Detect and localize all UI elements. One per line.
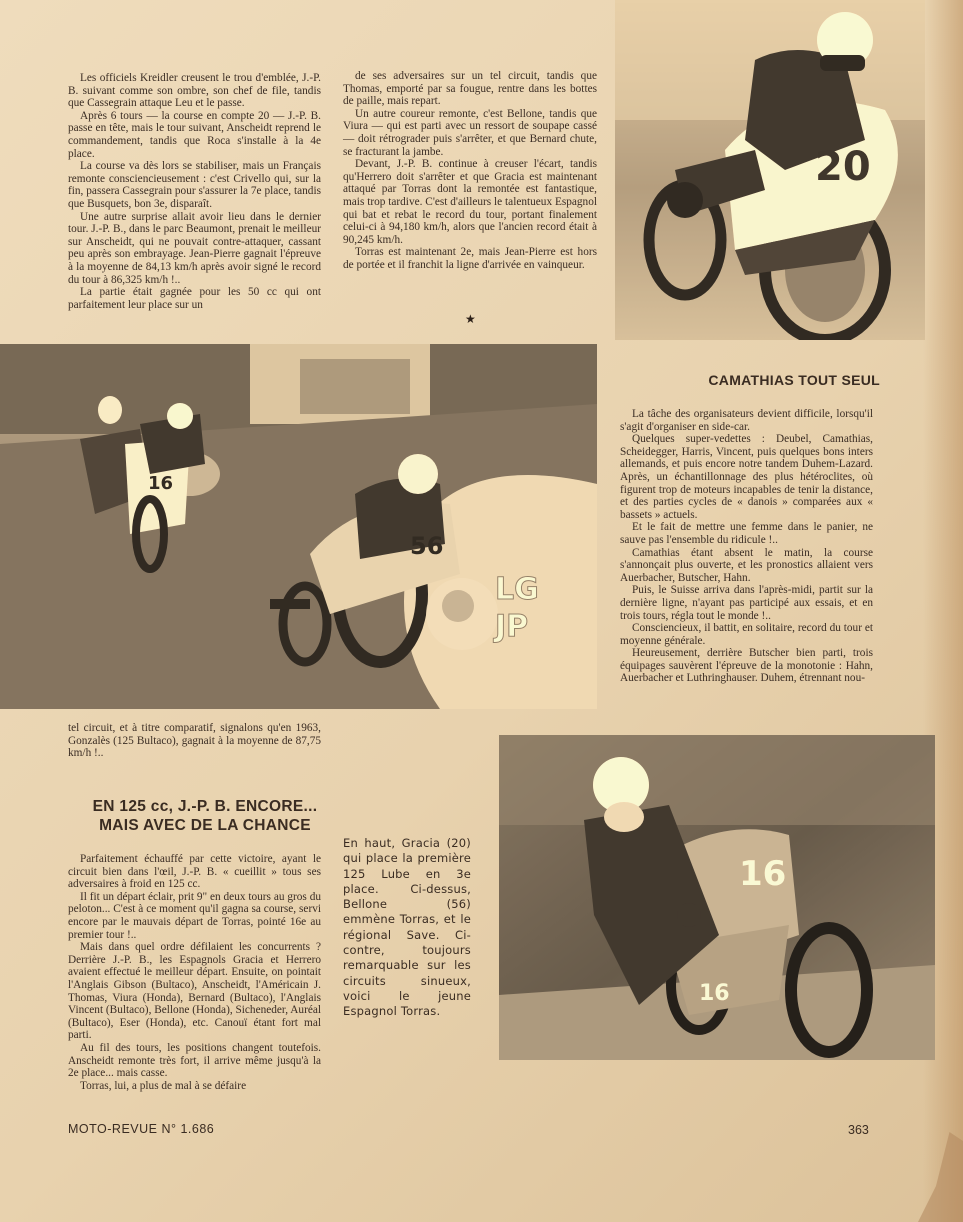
photo-caption: En haut, Gracia (20) qui place la première 125 Lube en 3e place. Ci-dessus, Bellone (56) emmène Torras, et le régional Save. Ci-contre, toujours remarquable sur les circuits sinueux, voici le jeune Espagnol Torras. xyxy=(343,836,471,1019)
paragraph: Après 6 tours — la course en compte 20 — J.-P. B. passe en tête, mais le tour suivant, Anscheidt reprend le commandement, tandis que Roca s'installe à la 4e place. xyxy=(68,109,321,160)
photo-gracia-20 xyxy=(615,0,925,340)
watermark-lg: LG xyxy=(495,572,539,607)
race-number-16-side: 16 xyxy=(699,981,730,1006)
article-column-1-top xyxy=(68,72,321,311)
photo-bellone-56 xyxy=(0,344,597,709)
paragraph: Devant, J.-P. B. continue à creuser l'écart, tandis qu'Herrero doit s'arrêter et que Gracia est maintenant attaqué par Torras dont la remontée est fantastique, mais trop tardive. C'est d'ailleurs le talentueux Espagnol qui bat et rebat le record du tour, portant finalement celui-ci à 94,180 km/h, alors que l'ancien record était à 90,245 km/h. xyxy=(343,158,597,246)
paragraph: Camathias étant absent le matin, la course s'annonçait plus ouverte, et les pronostics allaient vers Auerbacher, Butscher, Hahn. xyxy=(620,546,873,584)
magazine-footer: MOTO-REVUE N° 1.686 xyxy=(68,1122,215,1136)
section-star: ★ xyxy=(465,312,476,326)
paragraph: Torras, lui, a plus de mal à se défaire xyxy=(80,1079,247,1092)
paragraph: Une autre surprise allait avoir lieu dans le dernier tour. J.-P. B., dans le parc Beaumont, prenait le meilleur sur Anscheidt, qui ne pouvait contre-attaquer, cassant peu après son embrayage. Jean-Pierre gagnait l'épreuve à la moyenne de 84,13 km/h après avoir signé le record du tour à 86,325 km/h !.. xyxy=(68,210,321,286)
paragraph: Parfaitement échauffé par cette victoire, ayant le circuit bien dans l'œil, J.-P. B. « cueillit » tous ses adversaires à froid en 125 cc. xyxy=(68,853,321,891)
paragraph: Mais dans quel ordre défilaient les concurrents ? Derrière J.-P. B., les Espagnols Gracia et Herrero avaient effectué le meilleur départ. Ensuite, on pointait l'Anglais Gibson (Bultaco), Anscheidt, l'Américain J. Thomas, Viura (Honda), Bernard (Bultaco), l'Anglais Vincent (Bultaco), Bellone (Honda), Sicheneder, Auréal (Bultaco), Eser (Honda), etc. Canouï étant fort mal parti. xyxy=(68,941,321,1042)
heading-125cc xyxy=(80,797,330,835)
paragraph: Au fil des tours, les positions changent toutefois. Anscheidt remonte très fort, il arrive même jusqu'à la 2e place... mais casse. xyxy=(68,1041,321,1080)
heading-125cc-line2: MAIS AVEC DE LA CHANCE xyxy=(99,817,311,834)
paragraph: Quelques super-vedettes : Deubel, Camathias, Scheidegger, Harris, Vincent, puis quelques bons inters allemands, et puis encore notre tandem Duhem-Lazard. Après, un échantillonnage des plus hétéroclites, où figurent trop de moteurs incapables de tenir la distance, et des parties cycles de « danois » comparées aux « bassets » actuels. xyxy=(620,433,873,521)
race-number-20: 20 xyxy=(815,144,871,190)
paragraph: Heureusement, derrière Butscher bien parti, trois équipages sauvèrent l'épreuve de la monotonie : Hahn, Auerbacher et Luthringhauser. Duhem, étrennant nou- xyxy=(620,647,873,685)
article-column-1-bottom xyxy=(68,853,321,1092)
article-column-right xyxy=(620,408,873,685)
watermark-jp: JP xyxy=(495,609,529,644)
race-number-16-back: 16 xyxy=(148,473,174,494)
article-column-2-top xyxy=(343,70,597,272)
paragraph: Les officiels Kreidler creusent le trou d'emblée, J.-P. B. suivant comme son ombre, son chef de file, tandis que Cassegrain attaque Leu et le passe. xyxy=(68,72,321,110)
paragraph: La course va dès lors se stabiliser, mais un Français remonte consciencieusement : c'est Crivello qui, sur la fin, passera Cassegrain pour s'assurer la 7e place, tandis que Busquets, bon 3e, disparaît. xyxy=(68,160,321,210)
paragraph: Torras est maintenant 2e, mais Jean-Pierre est hors de portée et il franchit la ligne d'arrivée en vainqueur. xyxy=(343,246,597,271)
paragraph: Puis, le Suisse arriva dans l'après-midi, partit sur la dernière ligne, n'ayant pas participé aux essais, et en trois tours, régla tout le monde !.. xyxy=(620,584,873,622)
race-number-16-front: 16 xyxy=(739,854,787,894)
paragraph: Et le fait de mettre une femme dans le panier, ne sauve pas l'ensemble du ridicule !.. xyxy=(620,521,873,546)
photo-torras-16 xyxy=(499,735,935,1060)
article-column-1-mid xyxy=(68,722,321,760)
paragraph: Il fit un départ éclair, prit 9" en deux tours au gros du peloton... C'est à ce moment qu'il gagna sa course, servi encore par le mauvais départ de Torras, pointé 16e au premier tour !.. xyxy=(68,890,321,941)
paragraph: La tâche des organisateurs devient difficile, lorsqu'il s'agit d'organiser en side-car. xyxy=(620,408,873,433)
race-number-56: 56 xyxy=(410,532,444,560)
page-number: 363 xyxy=(848,1123,869,1137)
paragraph: La partie était gagnée pour les 50 cc qui ont parfaitement leur place sur un xyxy=(68,286,321,311)
heading-camathias: CAMATHIAS TOUT SEUL xyxy=(708,372,880,388)
paragraph: Un autre coureur remonte, c'est Bellone, tandis que Viura — qui est parti avec un ressort de soupape cassé — doit rétrograder puis s'arrêter, et que Bernard chute, se fracturant la jambe. xyxy=(343,107,597,158)
heading-125cc-line1: EN 125 cc, J.-P. B. ENCORE... xyxy=(92,798,318,815)
paragraph: tel circuit, et à titre comparatif, signalons qu'en 1963, Gonzalès (125 Bultaco), gagnait à la moyenne de 87,75 km/h !.. xyxy=(68,722,321,760)
paragraph: Consciencieux, il battit, en solitaire, record du tour et moyenne générale. xyxy=(620,622,873,647)
paragraph: de ses adversaires sur un tel circuit, tandis que Thomas, emporté par sa fougue, rentre dans les bottes de paille, mais repart. xyxy=(343,70,597,108)
